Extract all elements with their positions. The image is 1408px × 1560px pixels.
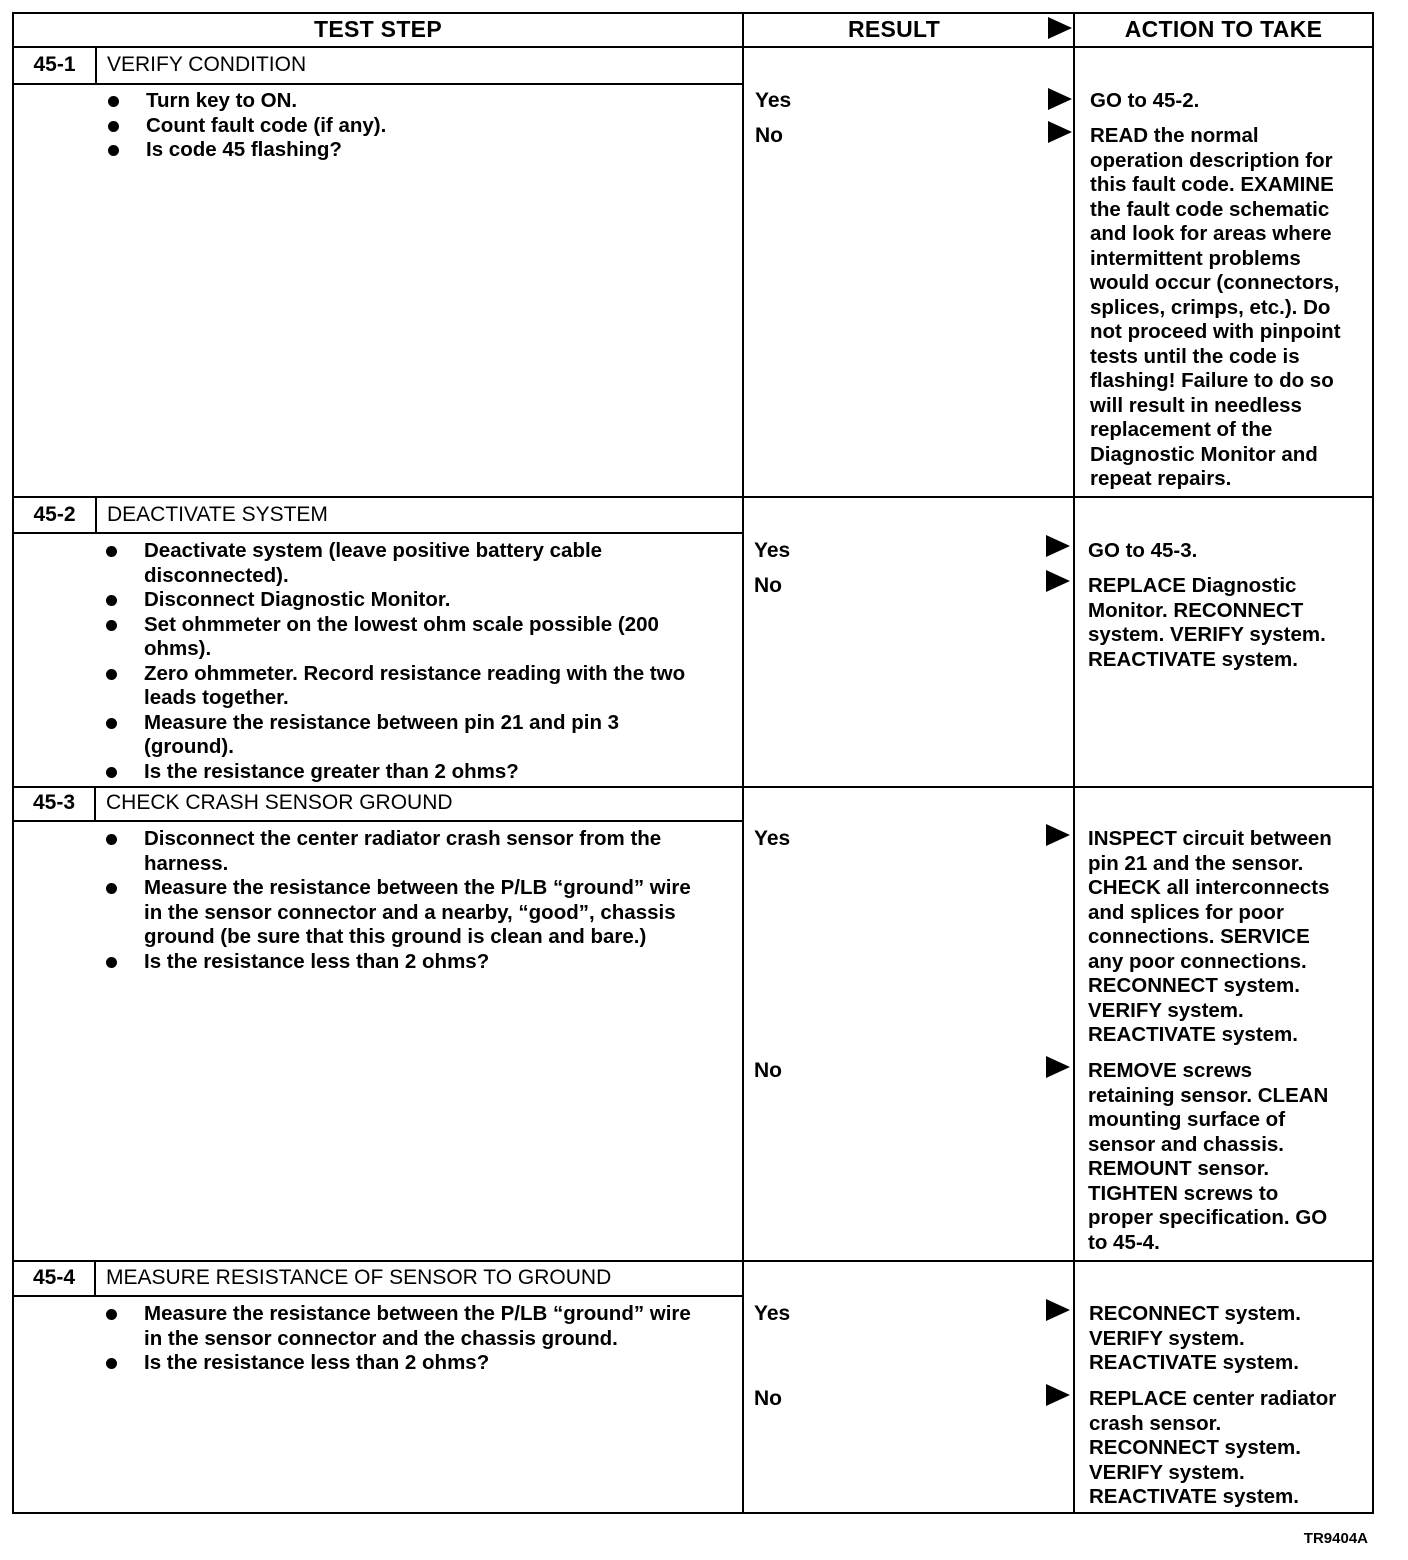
result-no: No [754,1059,782,1082]
result-yes: Yes [754,539,791,562]
figure-code: TR9404A [1303,1530,1368,1547]
step-id-divider [95,46,97,83]
list-item: Disconnect the center radiator crash sensor from the harness. [106,827,706,876]
column-divider-result [742,12,744,1514]
step-id: 45-2 [33,503,76,526]
step-id-divider [95,497,97,532]
action-text: REPLACE center radiator crash sensor. RECONNECT system. VERIFY system. REACTIVATE system. [1089,1387,1337,1508]
step-title: DEACTIVATE SYSTEM [107,503,328,526]
header-action: ACTION TO TAKE [1124,16,1323,42]
list-item: Is the resistance less than 2 ohms? [106,950,706,975]
result-arrow-icon [1046,1384,1070,1406]
action-text: READ the normal operation description for this fault code. EXAMINE the fault code schematic and look for areas where intermittent problems would occur (connectors, splices, crimps, etc.). Do not proceed with pinpoint tests until the code is flashing! Failure to do so will result in needless replacement of the Diagnostic Monitor and repeat repairs. [1090,124,1341,490]
table-bottom-border [12,1512,1374,1514]
list-item: Disconnect Diagnostic Monitor. [106,588,706,613]
step-title: MEASURE RESISTANCE OF SENSOR TO GROUND [106,1266,612,1289]
result-no: No [755,124,783,147]
result-arrow-icon [1046,535,1070,557]
action-text: REMOVE screws retaining sensor. CLEAN mounting surface of sensor and chassis. REMOUNT sensor. TIGHTEN screws to proper specification. GO to 45-4. [1088,1059,1329,1254]
result-arrow-icon [1048,88,1072,110]
list-item: Measure the resistance between the P/LB “ground” wire in the sensor connector and a nearby, “good”, chassis ground (be sure that this ground is clean and bare.) [106,876,706,950]
header-test-step: TEST STEP [314,16,442,42]
list-item: Set ohmmeter on the lowest ohm scale possible (200 ohms). [106,613,706,662]
step-title: VERIFY CONDITION [107,53,307,76]
list-item: Measure the resistance between the P/LB “ground” wire in the sensor connector and the chassis ground. [106,1302,706,1351]
step-bullet-list [106,1302,706,1376]
list-item: Turn key to ON. [108,89,728,114]
step-title-bottom-border [12,532,742,534]
table-right-border [1372,12,1374,1514]
result-no: No [754,574,782,597]
step-title-bottom-border [12,1295,742,1297]
step-id: 45-4 [32,1266,76,1289]
action-text: INSPECT circuit between pin 21 and the sensor. CHECK all interconnects and splices for poor connections. SERVICE any poor connections. RECONNECT system. VERIFY system. REACTIVATE system. [1088,827,1332,1046]
result-arrow-icon [1046,570,1070,592]
step-id: 45-3 [32,791,76,814]
list-item: Is code 45 flashing? [108,138,728,163]
result-yes: Yes [755,89,792,112]
action-text: GO to 45-3. [1088,539,1198,562]
result-yes: Yes [754,1302,791,1325]
result-arrow-icon [1046,1056,1070,1078]
header-result: RESULT [847,16,941,42]
result-no: No [754,1387,782,1410]
result-arrow-icon [1046,1299,1070,1321]
list-item: Is the resistance greater than 2 ohms? [106,760,706,785]
step-id: 45-1 [33,53,76,76]
list-item: Count fault code (if any). [108,114,728,139]
step-bullet-list [106,827,706,974]
step-id-divider [94,787,96,820]
action-text: RECONNECT system. VERIFY system. REACTIVATE system. [1089,1302,1301,1374]
list-item: Deactivate system (leave positive battery cable disconnected). [106,539,706,588]
column-divider-action [1073,12,1075,1514]
list-item: Is the resistance less than 2 ohms? [106,1351,706,1376]
step-bullet-list [106,539,706,784]
step-bullet-list [108,89,728,163]
step-title-bottom-border [12,83,742,85]
step-title: CHECK CRASH SENSOR GROUND [106,791,453,814]
action-text: GO to 45-2. [1090,89,1200,112]
list-item: Measure the resistance between pin 21 and pin 3 (ground). [106,711,706,760]
result-arrow-icon [1046,824,1070,846]
header-arrow-icon [1048,17,1072,39]
list-item: Zero ohmmeter. Record resistance reading with the two leads together. [106,662,706,711]
action-text: REPLACE Diagnostic Monitor. RECONNECT system. VERIFY system. REACTIVATE system. [1088,574,1326,671]
step-title-bottom-border [12,820,742,822]
result-yes: Yes [754,827,791,850]
step-id-divider [94,1261,96,1295]
result-arrow-icon [1048,121,1072,143]
